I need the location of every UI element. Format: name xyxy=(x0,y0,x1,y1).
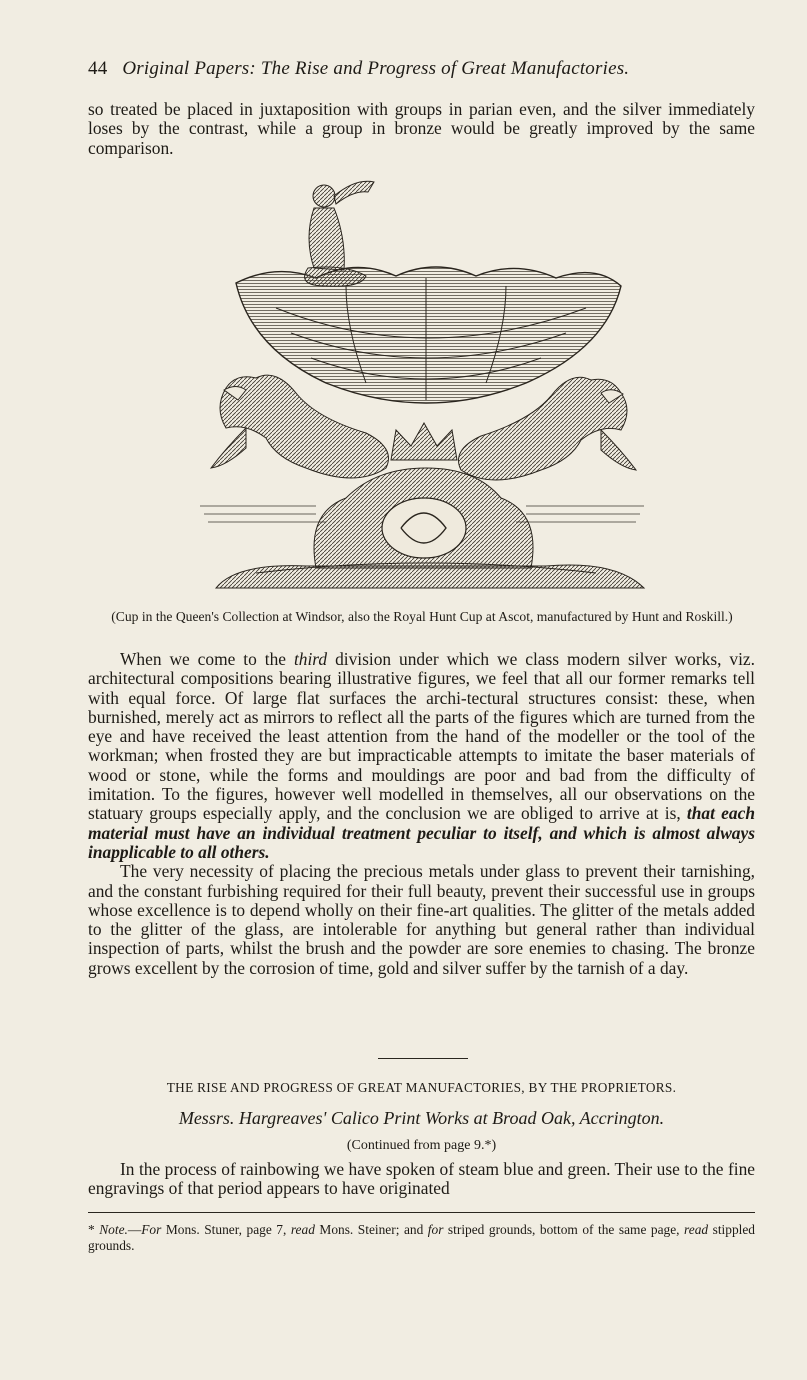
running-header xyxy=(88,58,728,80)
page-number: 44 xyxy=(88,58,108,79)
crown-shape xyxy=(391,423,457,460)
body-text-3 xyxy=(88,1160,755,1199)
section-heading: THE RISE AND PROGRESS OF GREAT MANUFACTORIES, BY THE PROPRIETORS. xyxy=(166,1080,677,1095)
paragraph-3: The very necessity of placing the precious metals under glass to prevent their tarnishing, and the constant furbishing required for their full beauty, prevent their successful use in groups whose excellence is to depend wholly on their fine-art qualities. The glitter of the metals added to the glitter of the glass, are intolerable for anything but general rather than individual inspection of parts, whilst the brush and the powder are sore enemies to chasing. The bronze grows excellent by the corrosion of time, gold and silver suffer by the tarnish of a day. xyxy=(88,861,755,978)
section-divider xyxy=(378,1058,468,1059)
paragraph-continuation xyxy=(88,100,755,158)
paragraph-2: When we come to the third division under which we class modern silver works, viz. architectural compositions bearing illustrative figures, we feel that all our former remarks tell with equal force. Of large flat surfaces the archi-tectural structures consist: these, when burnished, merely act as mirrors to reflect all the parts of the figures which are turned from the eye and have received the least attention from the hand of the modeller or the tool of the workman; when frosted they are but impracticable attempts to imitate the baser materials of wood or stone, while the forms and mouldings are poor and bad from the difficulty of imitation. To the figures, however well modelled in themselves, all our observations on the statuary groups especially apply, and the conclusion we are obliged to arrive at is, that each material must have an individual treatment peculiar to itself, and which is almost always inapplicable to all others. xyxy=(88,649,755,862)
continued-note: (Continued from page 9.*) xyxy=(346,1138,497,1153)
running-title: Original Papers: The Rise and Progress of Great Manufactories. xyxy=(122,58,630,79)
figure-caption: (Cup in the Queen's Collection at Windsor, also the Royal Hunt Cup at Ascot, manufactured by Hunt and Roskill.) xyxy=(111,609,733,624)
footnote-rule xyxy=(88,1212,755,1213)
engraving-illustration xyxy=(196,168,651,600)
footnote: * Note.—For Mons. Stuner, page 7, read Mons. Steiner; and for striped grounds, bottom of the same page, read stippled grounds. xyxy=(88,1222,756,1253)
paragraph-1: so treated be placed in juxtaposition with groups in parian even, and the silver immediately loses by the contrast, while a group in bronze would be greatly improved by the same comparison. xyxy=(88,99,755,158)
paragraph-4: In the process of rainbowing we have spoken of steam blue and green. Their use to the fine engravings of that period appears to have originated xyxy=(88,1159,755,1199)
body-text-2 xyxy=(88,650,755,978)
shell-bowl-shape xyxy=(236,267,621,403)
section-subtitle: Messrs. Hargreaves' Calico Print Works at Broad Oak, Accrington. xyxy=(178,1108,665,1128)
